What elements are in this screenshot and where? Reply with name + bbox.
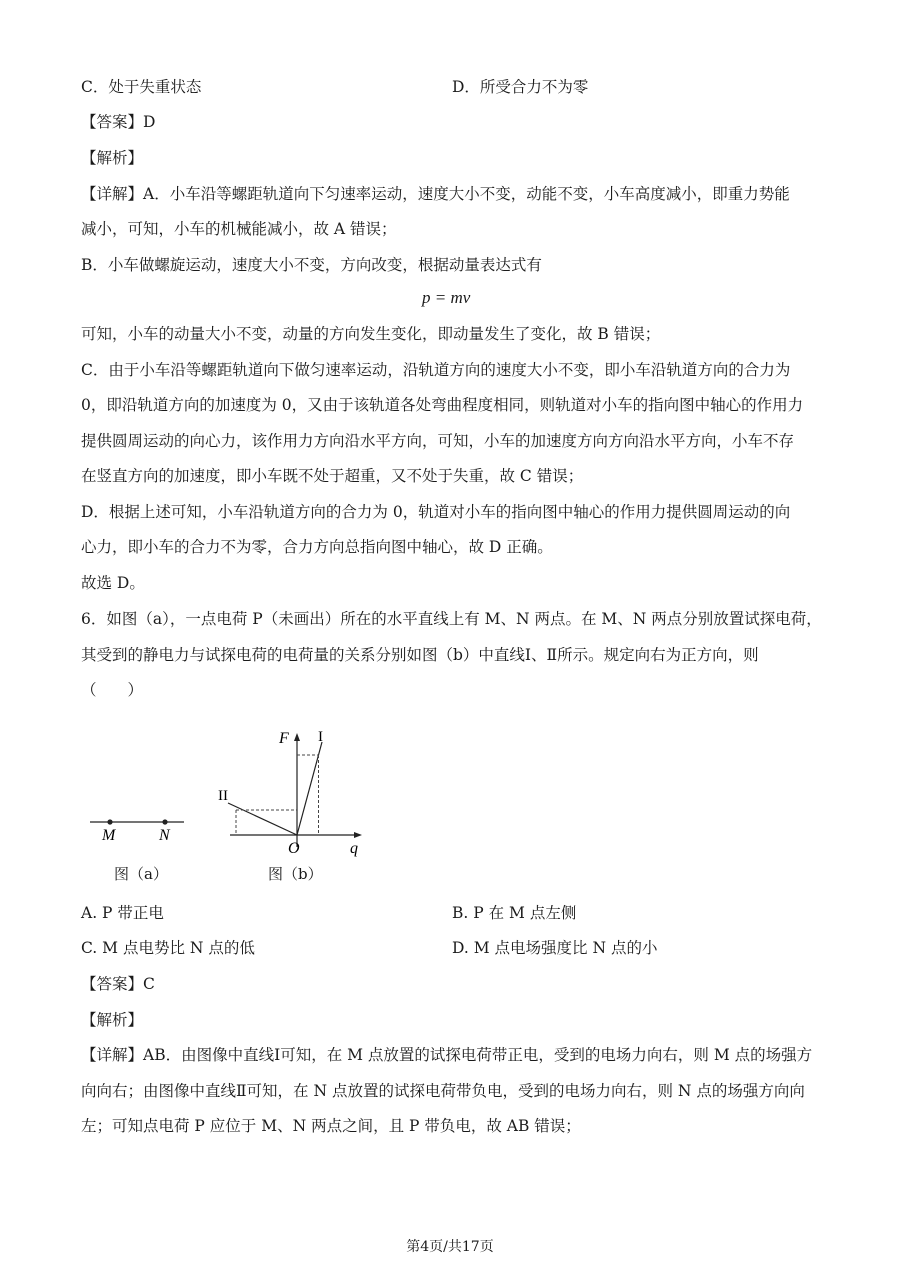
question-6-blank: （ ） [81, 681, 144, 699]
figure-b [210, 722, 370, 857]
choose-answer-prev: 故选 D。 [81, 574, 145, 592]
option-c-prev: C．处于失重状态 [81, 78, 202, 96]
detail-c-line-1: C．由于小车沿等螺距轨道向下做匀速率运动，沿轨道方向的速度大小不变，即小车沿轨道方向的合力为 [81, 361, 791, 379]
option-c: C. M 点电势比 N 点的低 [81, 939, 255, 957]
question-6-line-1: 6．如图（a），一点电荷 P（未画出）所在的水平直线上有 M、N 两点。在 M、N 两点分别放置试探电荷， [81, 610, 822, 628]
point-m [107, 819, 112, 824]
option-a: A. P 带正电 [81, 904, 164, 922]
detail-c-line-2: 0，即沿轨道方向的加速度为 0，又由于该轨道各处弯曲程度相同，则轨道对小车的指向图中轴心的作用力 [81, 396, 804, 414]
detail-c-line-3: 提供圆周运动的向心力，该作用力方向沿水平方向，可知，小车的加速度方向方向沿水平方向，小车不存 [81, 432, 795, 450]
figure-b-caption: 图（b） [268, 865, 323, 883]
answer: 【答案】C [81, 975, 155, 993]
detail-d-line-1: D．根据上述可知，小车沿轨道方向的合力为 0，轨道对小车的指向图中轴心的作用力提供圆周运动的向 [81, 503, 791, 521]
label-line-ii: II [218, 788, 228, 804]
label-m: M [102, 827, 116, 844]
detail-a-line-2: 减小，可知，小车的机械能减小，故 A 错误； [81, 220, 397, 238]
momentum-formula: p = mv [422, 288, 471, 307]
detail-b-line-1: B．小车做螺旋运动，速度大小不变，方向改变，根据动量表达式有 [81, 256, 542, 274]
label-q: q [350, 840, 358, 857]
question-6-line-2: 其受到的静电力与试探电荷的电荷量的关系分别如图（b）中直线Ⅰ、Ⅱ所示。规定向右为正方向，则 [81, 646, 759, 664]
detail-b-line-2: 可知，小车的动量大小不变，动量的方向发生变化，即动量发生了变化，故 B 错误； [81, 325, 661, 343]
page-footer: 第4页/共17页 [406, 1239, 494, 1255]
analysis-heading-prev: 【解析】 [81, 149, 144, 167]
figure-a-caption: 图（a） [114, 865, 168, 883]
analysis-heading: 【解析】 [81, 1011, 144, 1029]
label-n: N [159, 827, 170, 844]
label-line-i: I [318, 729, 323, 745]
line-ii [228, 803, 297, 835]
detail-d-line-2: 心力，即小车的合力不为零，合力方向总指向图中轴心，故 D 正确。 [81, 538, 553, 556]
option-d-prev: D．所受合力不为零 [452, 78, 589, 96]
answer-prev: 【答案】D [81, 113, 156, 131]
detail-ab-line-2: 向向右；由图像中直线Ⅱ可知，在 N 点放置的试探电荷带负电，受到的电场力向右，则 N 点的场强方向向 [81, 1082, 805, 1100]
detail-a-line-1: 【详解】A．小车沿等螺距轨道向下匀速率运动，速度大小不变，动能不变，小车高度减小，即重力势能 [81, 185, 790, 203]
q-axis-arrow [354, 832, 362, 838]
point-n [162, 819, 167, 824]
option-b: B. P 在 M 点左侧 [452, 904, 577, 922]
detail-ab-line-3: 左；可知点电荷 P 应位于 M、N 两点之间，且 P 带负电，故 AB 错误； [81, 1117, 581, 1135]
f-axis-arrow [294, 733, 300, 741]
option-d: D. M 点电场强度比 N 点的小 [452, 939, 658, 957]
detail-c-line-4: 在竖直方向的加速度，即小车既不处于超重，又不处于失重，故 C 错误； [81, 467, 584, 485]
label-o: O [288, 840, 300, 857]
detail-ab-line-1: 【详解】AB．由图像中直线Ⅰ可知，在 M 点放置的试探电荷带正电，受到的电场力向右，则 M 点的场强方 [81, 1046, 813, 1064]
label-f: F [279, 730, 289, 747]
